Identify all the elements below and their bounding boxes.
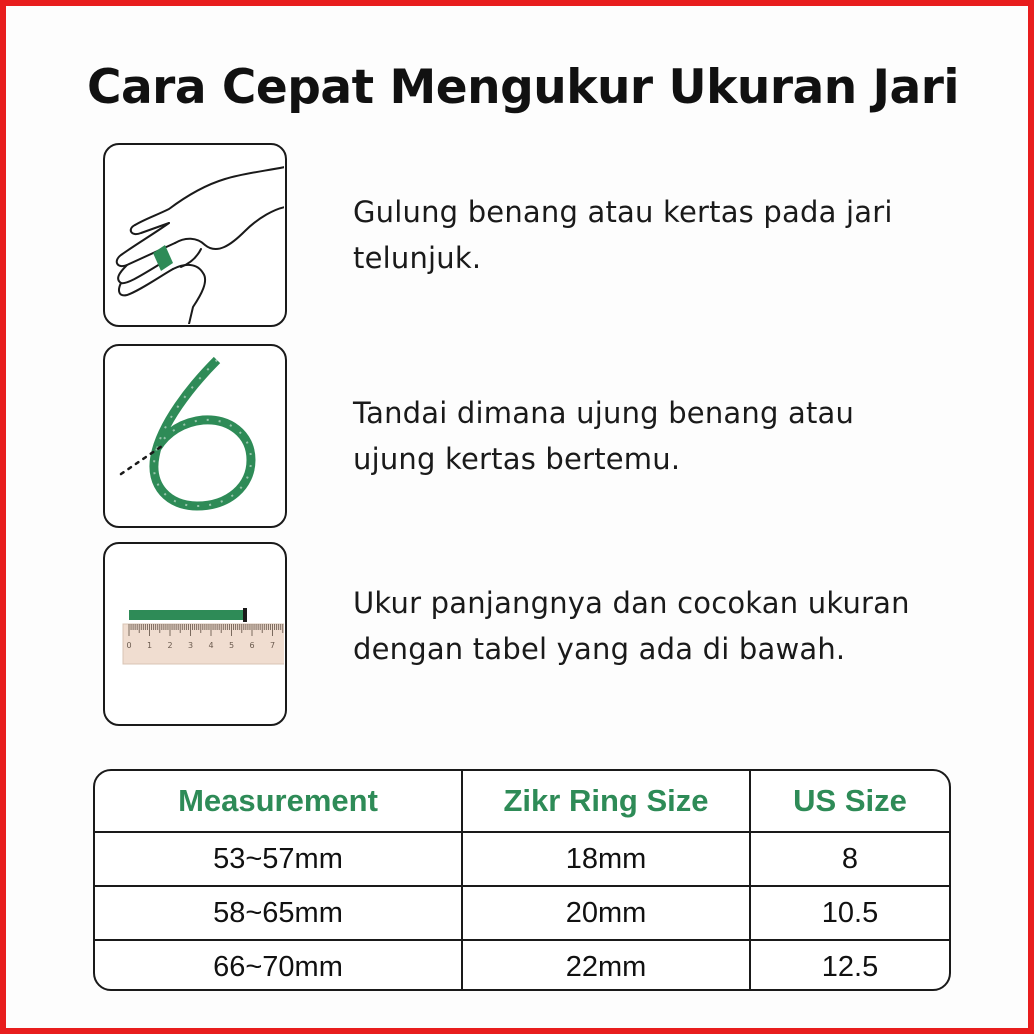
table-row: [95, 940, 949, 991]
cell-zikr-ring-size: 22mm: [462, 940, 750, 991]
ruler-number: 7: [269, 641, 276, 650]
table-header-row: [95, 771, 949, 832]
cell-zikr-ring-size: 20mm: [462, 886, 750, 940]
cell-zikr-ring-size: 18mm: [462, 832, 750, 886]
header-zikr-ring-size: Zikr Ring Size: [462, 771, 750, 832]
table-row: [95, 832, 949, 886]
cell-us-size: 10.5: [750, 886, 949, 940]
step-2-illustration: [103, 344, 287, 528]
table-row: [95, 886, 949, 940]
size-table: [93, 769, 951, 991]
hand-with-ring-icon: [105, 145, 284, 324]
cell-measurement: 66~70mm: [95, 940, 462, 991]
cell-measurement: 53~57mm: [95, 832, 462, 886]
page-title: Cara Cepat Mengukur Ukuran Jari: [86, 60, 960, 115]
cell-measurement: 58~65mm: [95, 886, 462, 940]
header-us-size: US Size: [750, 771, 949, 832]
ruler-number: 3: [187, 641, 194, 650]
cell-us-size: 12.5: [750, 940, 949, 991]
string-loop-mark-icon: [105, 346, 284, 525]
ruler-number: 0: [126, 641, 132, 650]
ruler-number: 5: [228, 641, 235, 650]
step-1-text: Gulung benang atau kertas pada jari telunjuk.: [353, 195, 893, 275]
ruler-number: 1: [146, 641, 153, 650]
ruler-number: 2: [167, 641, 173, 650]
measured-string: [129, 610, 245, 620]
string-end-mark: [243, 608, 247, 622]
step-2-text: Tandai dimana ujung benang atau ujung kertas bertemu.: [353, 396, 855, 476]
cell-us-size: 8: [750, 832, 949, 886]
ruler-measure-icon: [105, 544, 284, 723]
step-3-text: Ukur panjangnya dan cocokan ukuran dengan tabel yang ada di bawah.: [353, 586, 910, 666]
header-measurement: Measurement: [178, 783, 378, 818]
step-3-illustration: [103, 542, 287, 726]
step-1-illustration: [103, 143, 287, 327]
ruler-number: 6: [249, 641, 255, 650]
ruler-number: 4: [208, 641, 214, 650]
